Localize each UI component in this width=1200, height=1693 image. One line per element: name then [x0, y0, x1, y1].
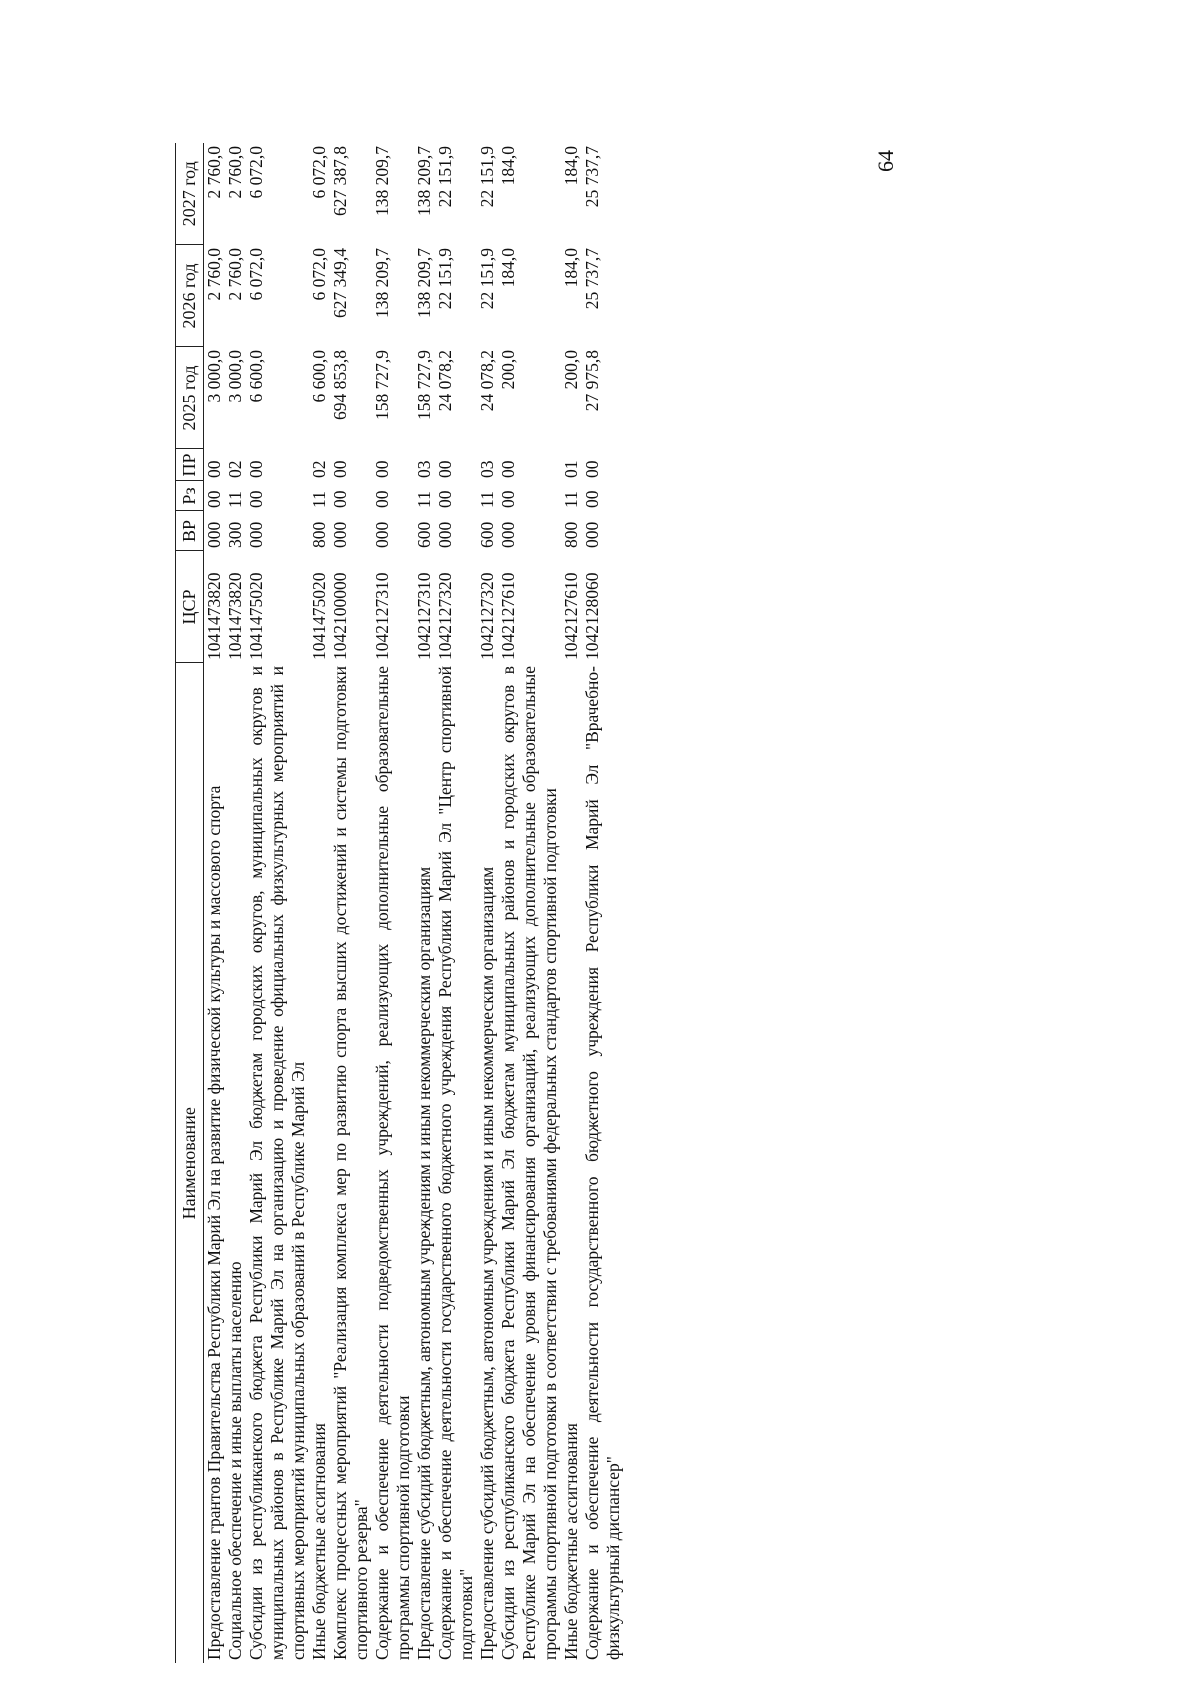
row-rz: 11 [561, 491, 581, 508]
row-pr: 00 [246, 460, 266, 478]
row-csr: 1041473820 [225, 572, 245, 660]
row-vr: 000 [372, 521, 392, 548]
row-2026: 184,0 [498, 248, 518, 288]
row-vr: 000 [204, 521, 224, 548]
table-row [330, 143, 372, 1663]
row-2027: 6 072,0 [246, 146, 266, 199]
header-pr: ПР [176, 449, 204, 481]
row-csr: 1042127610 [561, 572, 581, 660]
row-2027: 22 151,9 [477, 146, 497, 208]
row-2027: 2 760,0 [225, 146, 245, 199]
row-csr: 1042127310 [372, 572, 392, 660]
row-rz: 00 [246, 490, 266, 508]
row-rz: 11 [225, 491, 245, 508]
row-rz: 00 [435, 490, 455, 508]
row-2025: 24 078,2 [435, 350, 455, 412]
table-row [414, 143, 435, 1663]
row-2025: 3 000,0 [225, 350, 245, 403]
row-2025: 694 853,8 [330, 350, 350, 420]
row-rz: 11 [414, 491, 434, 508]
table-row [372, 143, 414, 1663]
page-number: 64 [873, 150, 898, 172]
row-name: Субсидии из республиканского бюджета Республики Марий Эл бюджетам муниципальных районов и городских округов в Республике Марий Эл на обеспечение уровня финансирования организаций, реализующих дополнительные образовательные программы спортивной подготовки в соответствии с требованиями федеральных стандартов спортивной подготовки [498, 666, 560, 1660]
row-2026: 22 151,9 [477, 248, 497, 310]
row-vr: 000 [330, 521, 350, 548]
table-row [435, 143, 477, 1663]
row-name: Содержание и обеспечение деятельности государственного бюджетного учреждения Республики Марий Эл "Врачебно-физкультурный диспансер" [582, 666, 623, 1660]
table-header-row [176, 143, 204, 1663]
row-2027: 138 209,7 [414, 146, 434, 216]
row-2027: 138 209,7 [372, 146, 392, 216]
row-name: Содержание и обеспечение деятельности подведомственных учреждений, реализующих дополнительные образовательные программы спортивной подготовки [372, 666, 413, 1660]
header-2026: 2026 год [176, 245, 204, 347]
row-2025: 24 078,2 [477, 350, 497, 412]
row-name: Предоставление грантов Правительства Республики Марий Эл на развитие физической культуры и массового спорта [204, 785, 224, 1660]
row-name: Предоставление субсидий бюджетным, автономным учреждениям и иным некоммерческим организациям [414, 866, 434, 1660]
row-2027: 184,0 [561, 146, 581, 186]
row-pr: 00 [435, 460, 455, 478]
row-pr: 03 [414, 460, 434, 478]
row-name: Содержание и обеспечение деятельности государственного бюджетного учреждения Республики Марий Эл "Центр спортивной подготовки" [435, 666, 476, 1660]
row-pr: 00 [582, 460, 602, 478]
row-csr: 1041475020 [309, 572, 329, 660]
row-2025: 3 000,0 [204, 350, 224, 403]
row-2026: 184,0 [561, 248, 581, 288]
table-row [582, 143, 624, 1663]
header-vr: ВР [176, 511, 204, 551]
table-row [561, 143, 582, 1663]
table-row [498, 143, 561, 1663]
row-csr: 1041475020 [246, 572, 266, 660]
table-row [225, 143, 246, 1663]
row-2026: 25 737,7 [582, 248, 602, 310]
row-rz: 11 [477, 491, 497, 508]
row-2025: 158 727,9 [372, 350, 392, 420]
row-2027: 25 737,7 [582, 146, 602, 208]
row-pr: 03 [477, 460, 497, 478]
row-vr: 600 [477, 521, 497, 548]
row-name: Субсидии из республиканского бюджета Республики Марий Эл бюджетам городских округов, муниципальных округов и муниципальных районов в Республике Марий Эл на организацию и проведение официальных физкультурных мероприятий и спортивных мероприятий муниципальных образований в Республике Марий Эл [246, 666, 308, 1660]
row-pr: 02 [309, 460, 329, 478]
row-2025: 200,0 [561, 350, 581, 390]
header-name: Наименование [176, 663, 204, 1663]
row-vr: 000 [498, 521, 518, 548]
row-rz: 00 [330, 490, 350, 508]
row-2027: 6 072,0 [309, 146, 329, 199]
row-pr: 00 [204, 460, 224, 478]
row-2026: 627 349,4 [330, 248, 350, 318]
row-2025: 200,0 [498, 350, 518, 390]
row-name: Предоставление субсидий бюджетным, автономным учреждениям и иным некоммерческим организациям [477, 866, 497, 1660]
row-vr: 800 [561, 521, 581, 548]
table-row [246, 143, 309, 1663]
row-vr: 000 [246, 521, 266, 548]
row-rz: 11 [309, 491, 329, 508]
row-csr: 1042100000 [330, 572, 350, 660]
row-pr: 00 [498, 460, 518, 478]
header-csr: ЦСР [176, 551, 204, 663]
row-2027: 2 760,0 [204, 146, 224, 199]
row-csr: 1041473820 [204, 572, 224, 660]
row-csr: 1042127310 [414, 572, 434, 660]
row-2026: 138 209,7 [372, 248, 392, 318]
row-pr: 00 [372, 460, 392, 478]
row-2026: 2 760,0 [204, 248, 224, 301]
row-csr: 1042128060 [582, 572, 602, 660]
row-vr: 600 [414, 521, 434, 548]
row-name: Иные бюджетные ассигнования [309, 1423, 329, 1660]
row-vr: 000 [435, 521, 455, 548]
rotated-sheet [175, 143, 1025, 1663]
row-2026: 6 072,0 [309, 248, 329, 301]
row-2026: 2 760,0 [225, 248, 245, 301]
header-2027: 2027 год [176, 143, 204, 245]
table-row [309, 143, 330, 1663]
row-pr: 00 [330, 460, 350, 478]
row-2027: 627 387,8 [330, 146, 350, 216]
budget-table [175, 143, 624, 1663]
row-2025: 6 600,0 [246, 350, 266, 403]
row-csr: 1042127320 [477, 572, 497, 660]
row-csr: 1042127320 [435, 572, 455, 660]
row-name: Социальное обеспечение и иные выплаты населению [225, 1261, 245, 1660]
row-2027: 184,0 [498, 146, 518, 186]
rotated-content [175, 143, 1025, 1663]
row-vr: 300 [225, 521, 245, 548]
row-rz: 00 [582, 490, 602, 508]
row-rz: 00 [204, 490, 224, 508]
row-2025: 158 727,9 [414, 350, 434, 420]
row-2026: 22 151,9 [435, 248, 455, 310]
row-2026: 138 209,7 [414, 248, 434, 318]
row-2026: 6 072,0 [246, 248, 266, 301]
row-2025: 27 975,8 [582, 350, 602, 412]
row-rz: 00 [498, 490, 518, 508]
row-2025: 6 600,0 [309, 350, 329, 403]
row-pr: 02 [225, 460, 245, 478]
table-row [204, 143, 226, 1663]
row-2027: 22 151,9 [435, 146, 455, 208]
table-row [477, 143, 498, 1663]
header-rz: Рз [176, 481, 204, 511]
row-name: Комплекс процессных мероприятий "Реализация комплекса мер по развитию спорта высших достижений и системы подготовки спортивного резерва" [330, 666, 371, 1660]
row-pr: 01 [561, 460, 581, 478]
row-vr: 000 [582, 521, 602, 548]
row-rz: 00 [372, 490, 392, 508]
row-csr: 1042127610 [498, 572, 518, 660]
row-vr: 800 [309, 521, 329, 548]
row-name: Иные бюджетные ассигнования [561, 1423, 581, 1660]
header-2025: 2025 год [176, 347, 204, 449]
